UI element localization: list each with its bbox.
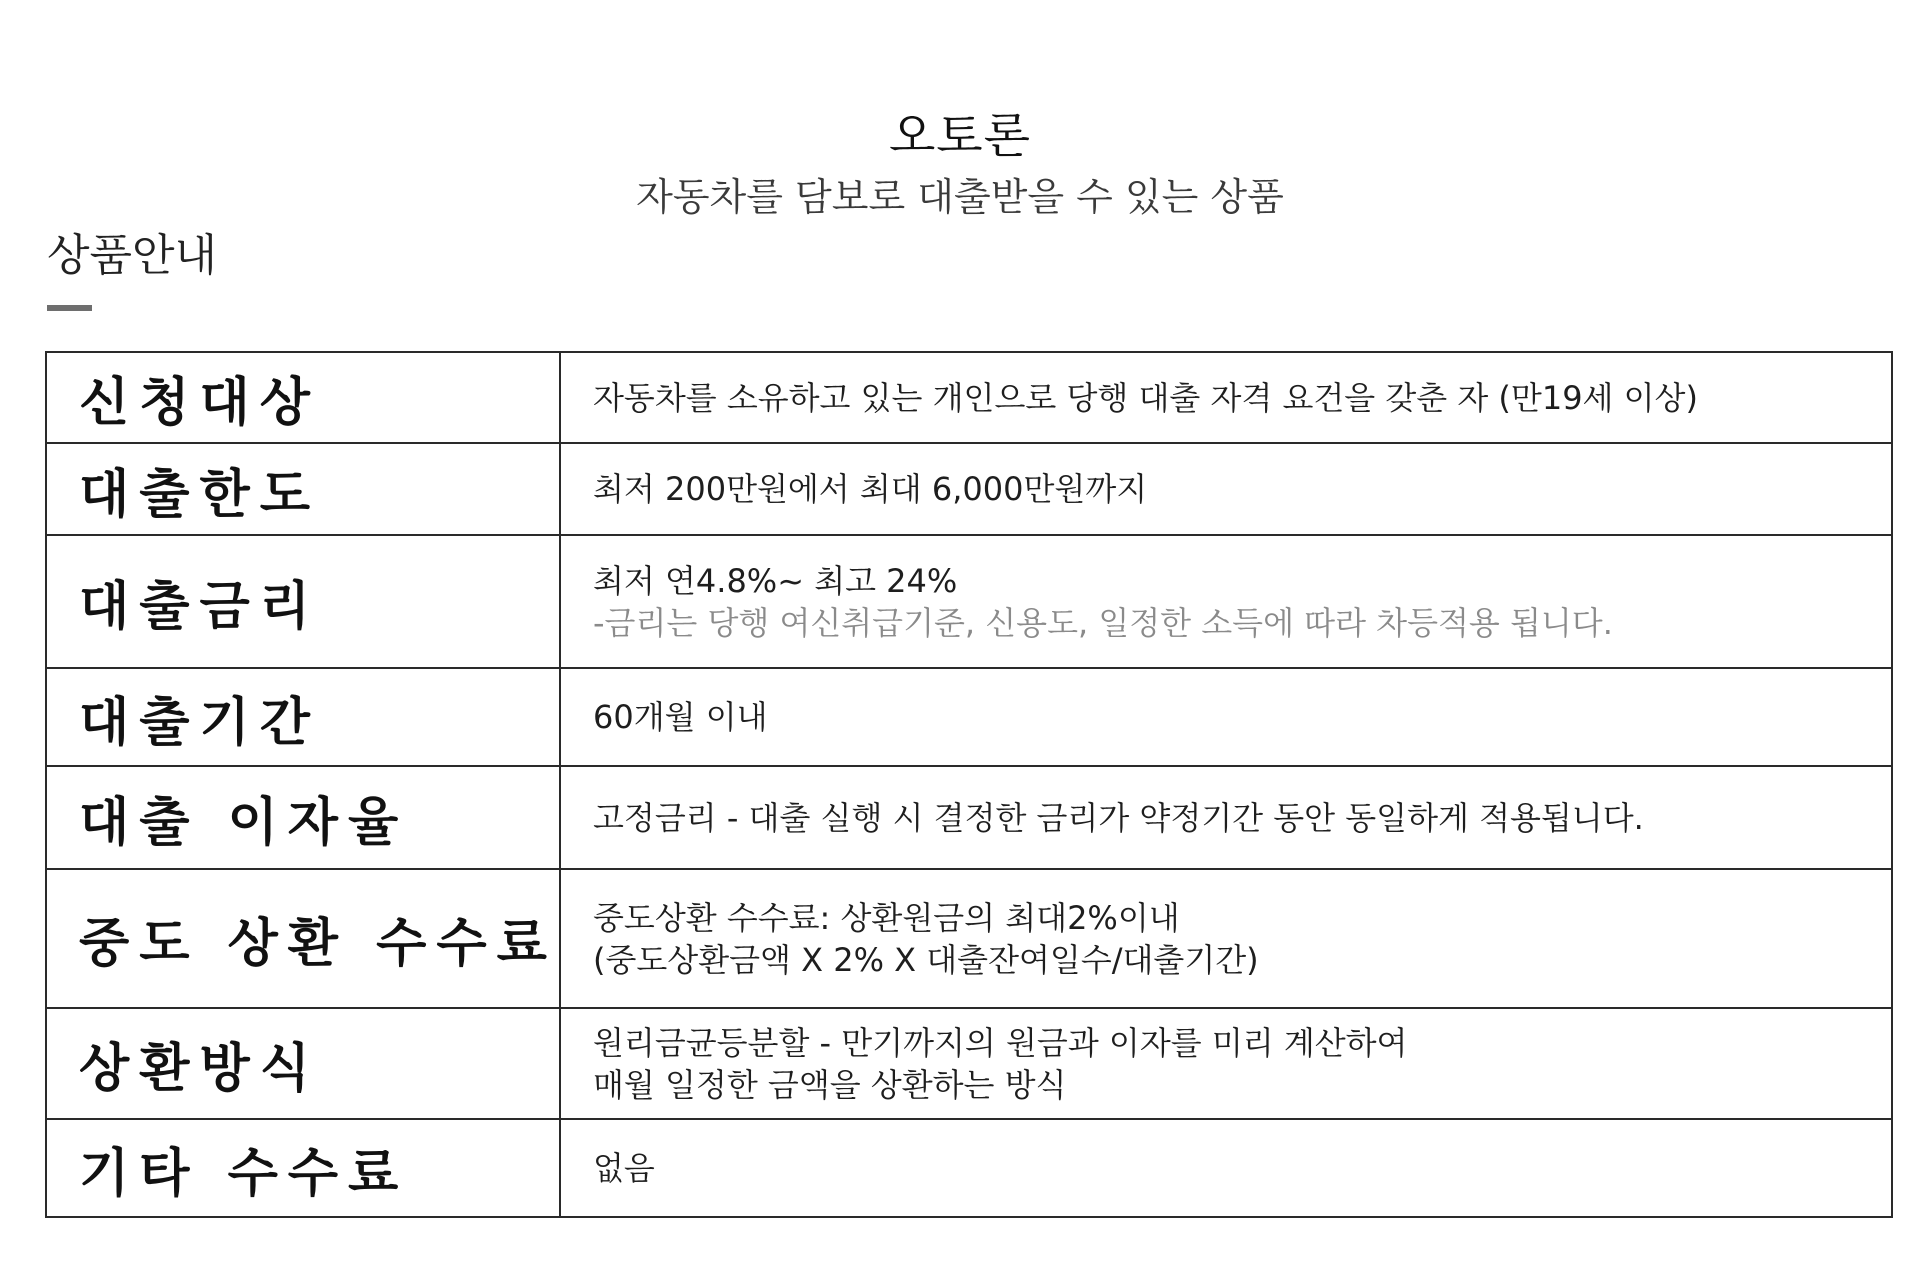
row-value-line: 60개월 이내	[593, 698, 768, 736]
product-info-table	[45, 351, 1893, 1218]
row-value	[560, 1119, 1892, 1217]
row-value	[560, 766, 1892, 869]
table-row-loan-limit	[46, 443, 1892, 535]
row-value	[560, 352, 1892, 443]
table-row-loan-period	[46, 668, 1892, 766]
row-value-line: 매월 일정한 금액을 상환하는 방식	[593, 1065, 1067, 1104]
row-value-line: 고정금리 - 대출 실행 시 결정한 금리가 약정기간 동안 동일하게 적용됩니다.	[593, 798, 1644, 837]
row-label: 대출한도	[46, 443, 560, 535]
section-title: 상품안내	[47, 230, 218, 281]
section-underline	[47, 305, 92, 311]
row-value	[560, 869, 1892, 1008]
row-label: 기타 수수료	[46, 1119, 560, 1217]
page-title: 오토론	[888, 108, 1032, 164]
table-row-interest-rate	[46, 535, 1892, 668]
table-row-repayment-method	[46, 1008, 1892, 1119]
row-value-line: 최저 200만원에서 최대 6,000만원까지	[593, 470, 1148, 508]
row-label: 상환방식	[46, 1008, 560, 1119]
row-value	[560, 668, 1892, 766]
table-row-early-repayment-fee	[46, 869, 1892, 1008]
row-value-line: 자동차를 소유하고 있는 개인으로 당행 대출 자격 요건을 갖춘 자 (만19세 이상)	[593, 378, 1698, 417]
row-value	[560, 1008, 1892, 1119]
row-value-note: -금리는 당행 여신취급기준, 신용도, 일정한 소득에 따라 차등적용 됩니다.	[593, 603, 1613, 642]
row-value-line: 최저 연4.8%~ 최고 24%	[593, 561, 958, 600]
row-label: 대출 이자율	[46, 766, 560, 869]
row-label: 대출기간	[46, 668, 560, 766]
row-value-line: 없음	[593, 1149, 655, 1187]
row-value-line: 원리금균등분할 - 만기까지의 원금과 이자를 미리 계산하여	[593, 1023, 1408, 1062]
page-header	[0, 108, 1920, 220]
row-label: 대출금리	[46, 535, 560, 668]
row-value-line: 중도상환 수수료: 상환원금의 최대2%이내	[593, 898, 1180, 937]
row-value-line: (중도상환금액 X 2% X 대출잔여일수/대출기간)	[593, 940, 1259, 979]
row-value	[560, 443, 1892, 535]
table-row-other-fees	[46, 1119, 1892, 1217]
table-row-rate-type	[46, 766, 1892, 869]
page-subtitle: 자동차를 담보로 대출받을 수 있는 상품	[636, 175, 1284, 219]
row-value	[560, 535, 1892, 668]
row-label: 신청대상	[46, 352, 560, 443]
table-row-eligibility	[46, 352, 1892, 443]
row-label: 중도 상환 수수료	[46, 869, 560, 1008]
